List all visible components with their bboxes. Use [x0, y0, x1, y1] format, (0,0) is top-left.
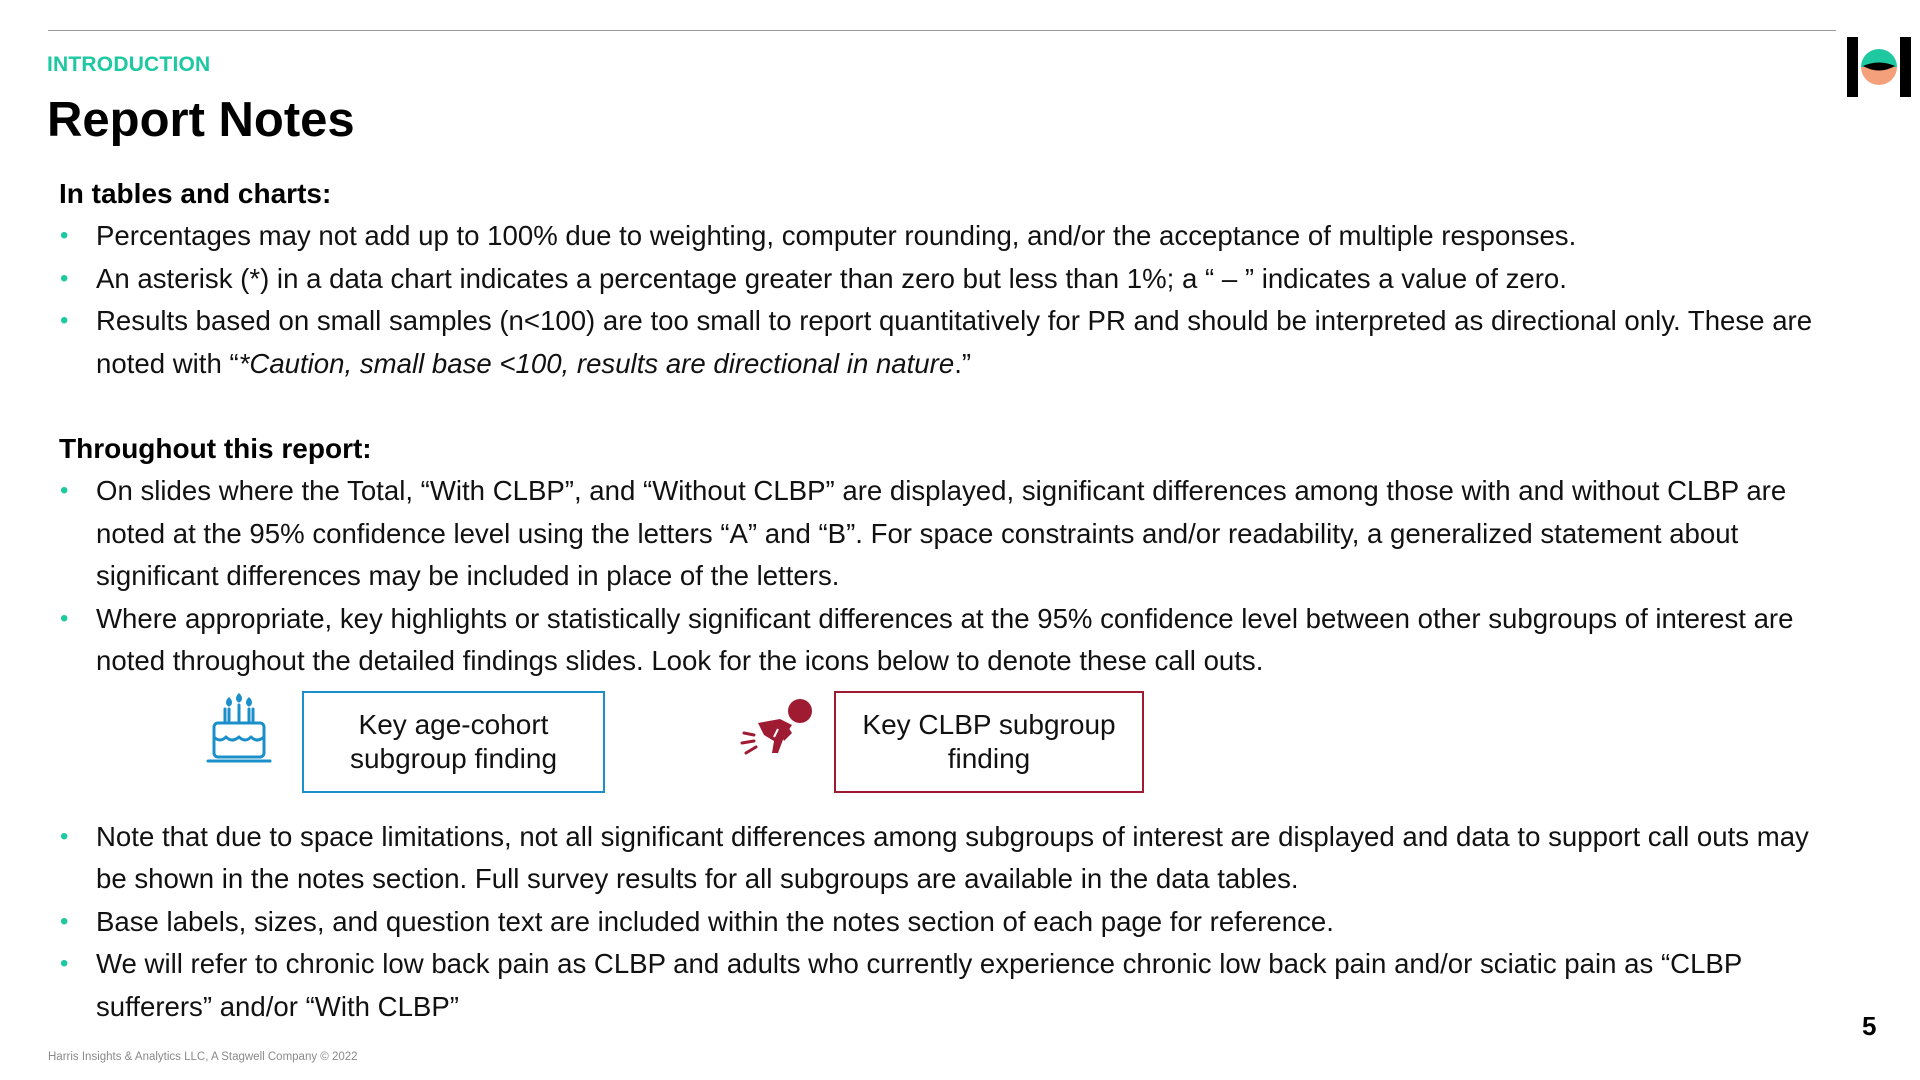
page-number: 5	[1862, 1011, 1877, 1041]
list-item: • We will refer to chronic low back pain as CLBP and adults who currently experience chronic low back pain and/or sciatic pain as “CLBP sufferers” and/or “With CLBP”	[59, 943, 1819, 1028]
list-item: • Results based on small samples (n<100) are too small to report quantitatively for PR and should be interpreted as directional only. These are noted with “*Caution, small base <100, results are directional in nature.”	[59, 300, 1819, 385]
harris-logo-icon	[1847, 35, 1911, 99]
clbp-callout-box: Key CLBP subgroup finding	[834, 691, 1144, 793]
list-item: • Base labels, sizes, and question text are included within the notes section of each page for reference.	[59, 901, 1819, 944]
list-item: • An asterisk (*) in a data chart indicates a percentage greater than zero but less than 1%; a “ – ” indicates a value of zero.	[59, 258, 1819, 301]
bullet-icon: •	[60, 604, 69, 632]
caution-text: *Caution, small base <100, results are directional in nature	[238, 347, 955, 379]
back-pain-icon	[740, 695, 818, 773]
bullet-icon: •	[60, 822, 69, 850]
callout-legend	[59, 683, 1819, 816]
top-rule	[48, 30, 1836, 31]
list-item: • Percentages may not add up to 100% due to weighting, computer rounding, and/or the acceptance of multiple responses.	[59, 215, 1819, 258]
throughout-list-bottom	[59, 816, 1819, 1029]
list-item: • Where appropriate, key highlights or statistically significant differences at the 95% confidence level between other subgroups of interest are noted throughout the detailed findings slides. Look for the icons below to denote these call outs.	[59, 598, 1819, 683]
bullet-icon: •	[60, 264, 69, 292]
list-item: • Note that due to space limitations, not all significant differences among subgroups of interest are displayed and data to support call outs may be shown in the notes section. Full survey results for all subgroups are available in the data tables.	[59, 816, 1819, 901]
bullet-icon: •	[60, 907, 69, 935]
notes-content	[59, 173, 1819, 1028]
throughout-list-top	[59, 470, 1819, 683]
tables-charts-list	[59, 215, 1819, 385]
footer-copyright: Harris Insights & Analytics LLC, A Stagwell Company © 2022	[48, 1051, 358, 1063]
section-label: INTRODUCTION	[47, 53, 211, 76]
bullet-icon: •	[60, 477, 69, 504]
bullet-icon: •	[60, 950, 69, 977]
bullet-icon: •	[60, 307, 69, 334]
list-item: • On slides where the Total, “With CLBP”, and “Without CLBP” are displayed, significant differences among those with and without CLBP are noted at the 95% confidence level using the letters “A” and “B”. For space constraints and/or readability, a generalized statement about significant differences may be included in place of the letters.	[59, 470, 1819, 598]
birthday-cake-icon	[206, 693, 272, 769]
bullet-icon: •	[60, 222, 69, 249]
age-cohort-callout-box: Key age-cohort subgroup finding	[302, 691, 605, 793]
tables-charts-heading: In tables and charts:	[59, 178, 332, 209]
throughout-heading: Throughout this report:	[59, 433, 372, 464]
page-title: Report Notes	[47, 93, 355, 147]
